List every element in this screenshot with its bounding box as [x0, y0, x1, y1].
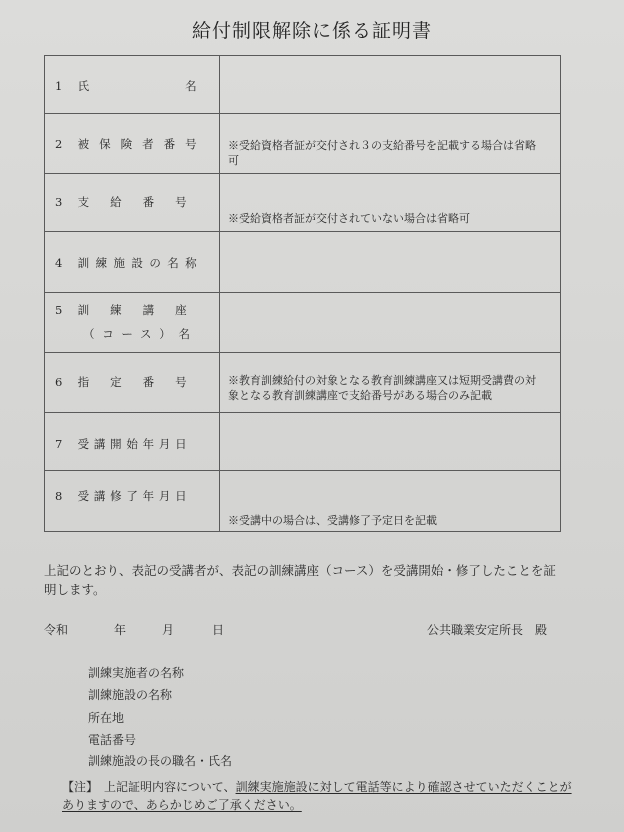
row-label: 指定番号 [77, 375, 188, 389]
designation-number-input-cell[interactable] [220, 353, 561, 413]
label-cell [45, 114, 220, 174]
date-era: 令和 [44, 623, 69, 637]
row-number: 4 [55, 256, 64, 270]
row-label: 訓練施設の名称 [77, 256, 198, 270]
row-number: 7 [55, 437, 64, 451]
form-row-designation-number [45, 353, 561, 413]
name-input-cell[interactable] [220, 56, 561, 114]
date-month: 月 [162, 623, 175, 637]
footnote-tag: 【注】 [62, 780, 93, 794]
row-number: 3 [55, 195, 64, 209]
certification-statement: 上記のとおり、表記の受講者が、表記の訓練講座（コース）を受講開始・修了したことを証明します。 [44, 563, 556, 597]
facility-head-label: 訓練施設の長の職名・氏名 [88, 754, 233, 768]
label-cell [45, 413, 220, 471]
payment-number-input-cell[interactable] [220, 174, 561, 232]
row-label-line2: （コース）名 [83, 327, 191, 341]
label-cell [45, 471, 220, 532]
address-label: 所在地 [88, 711, 125, 725]
row-number: 1 [55, 79, 64, 93]
phone-label: 電話番号 [88, 733, 137, 747]
row-note: ※受給資格者証が交付され３の支給番号を記載する場合は省略可 [228, 139, 536, 167]
label-cell [45, 232, 220, 293]
form-row-name [45, 56, 561, 114]
footnote-text: 上記証明内容について、 [104, 780, 236, 794]
facility-name-label: 訓練施設の名称 [88, 688, 173, 702]
label-cell [45, 353, 220, 413]
row-number: 8 [55, 489, 64, 503]
row-label: 受講開始年月日 [77, 437, 188, 451]
certificate-form-table [44, 55, 561, 532]
footnote [62, 778, 572, 814]
row-label: 訓練講座 [77, 303, 188, 317]
facility-name-input-cell[interactable] [220, 232, 561, 293]
trainer-name-label: 訓練実施者の名称 [88, 666, 185, 680]
row-label: 支給番号 [77, 195, 188, 209]
row-note: ※教育訓練給付の対象となる教育訓練講座又は短期受講費の対象となる教育訓練講座で支給番号がある場合のみ記載 [228, 374, 536, 402]
date-day: 日 [212, 623, 225, 637]
row-note: ※受講中の場合は、受講修了予定日を記載 [228, 514, 437, 527]
row-note: ※受給資格者証が交付されていない場合は省略可 [228, 212, 470, 225]
start-date-input-cell[interactable] [220, 413, 561, 471]
document-title: 給付制限解除に係る証明書 [191, 20, 432, 42]
completion-date-input-cell[interactable] [220, 471, 561, 532]
insured-number-input-cell[interactable] [220, 114, 561, 174]
footnote-underlined-text: 訓練実施施設に対して電話等により確認させていただくことがありますので、あらかじめご了承ください。 [62, 780, 572, 812]
label-cell [45, 56, 220, 114]
form-row-payment-number [45, 174, 561, 232]
row-number: 2 [55, 137, 64, 151]
label-cell [45, 293, 220, 353]
form-row-facility-name [45, 232, 561, 293]
row-label: 受講修了年月日 [77, 489, 188, 503]
row-label: 氏名 [77, 79, 198, 93]
row-number: 5 [55, 303, 64, 317]
form-row-insured-number [45, 114, 561, 174]
form-row-completion-date [45, 471, 561, 532]
course-name-input-cell[interactable] [220, 293, 561, 353]
row-label: 被保険者番号 [77, 137, 198, 151]
form-row-start-date [45, 413, 561, 471]
form-row-course-name [45, 293, 561, 353]
addressee: 公共職業安定所長 殿 [427, 623, 548, 637]
row-number: 6 [55, 375, 64, 389]
date-year: 年 [114, 623, 127, 637]
label-cell [45, 174, 220, 232]
